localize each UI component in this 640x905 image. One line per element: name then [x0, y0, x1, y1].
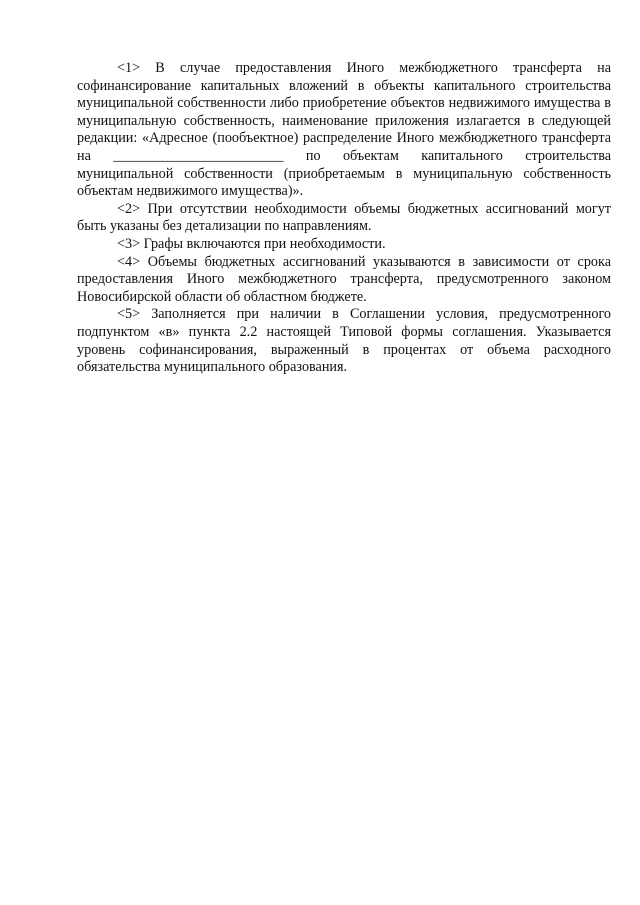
footnote-5: <5> Заполняется при наличии в Соглашении условия, предусмотренного подпунктом «в» пункта 2.2 настоящей Типовой формы соглашения. Указывается уровень софинансирования, выраженный в процентах от объема расходного обязательства муниципального образования.: [77, 306, 611, 376]
footnote-4: <4> Объемы бюджетных ассигнований указываются в зависимости от срока предоставления Иного межбюджетного трансферта, предусмотренного законом Новосибирской области об областном бюджете.: [77, 253, 611, 305]
footnote-1: <1> В случае предоставления Иного межбюджетного трансферта на софинансирование капитальных вложений в объекты капитального строительства муниципальной собственности либо приобретение объектов недвижимого имущества в муниципальную собственность, наименование приложения излагается в следующей редакции: «Адресное (пообъектное) распределение Иного межбюджетного трансферта на ________________________ по объектам капитального строительства муниципальной собственности (приобретаемым в муниципальную собственность объектам недвижимого имущества)».: [77, 60, 611, 200]
footnote-3: <3> Графы включаются при необходимости.: [117, 235, 386, 252]
footnote-2: <2> При отсутствии необходимости объемы бюджетных ассигнований могут быть указаны без детализации по направлениям.: [77, 200, 611, 235]
footnotes-block: [77, 60, 611, 377]
